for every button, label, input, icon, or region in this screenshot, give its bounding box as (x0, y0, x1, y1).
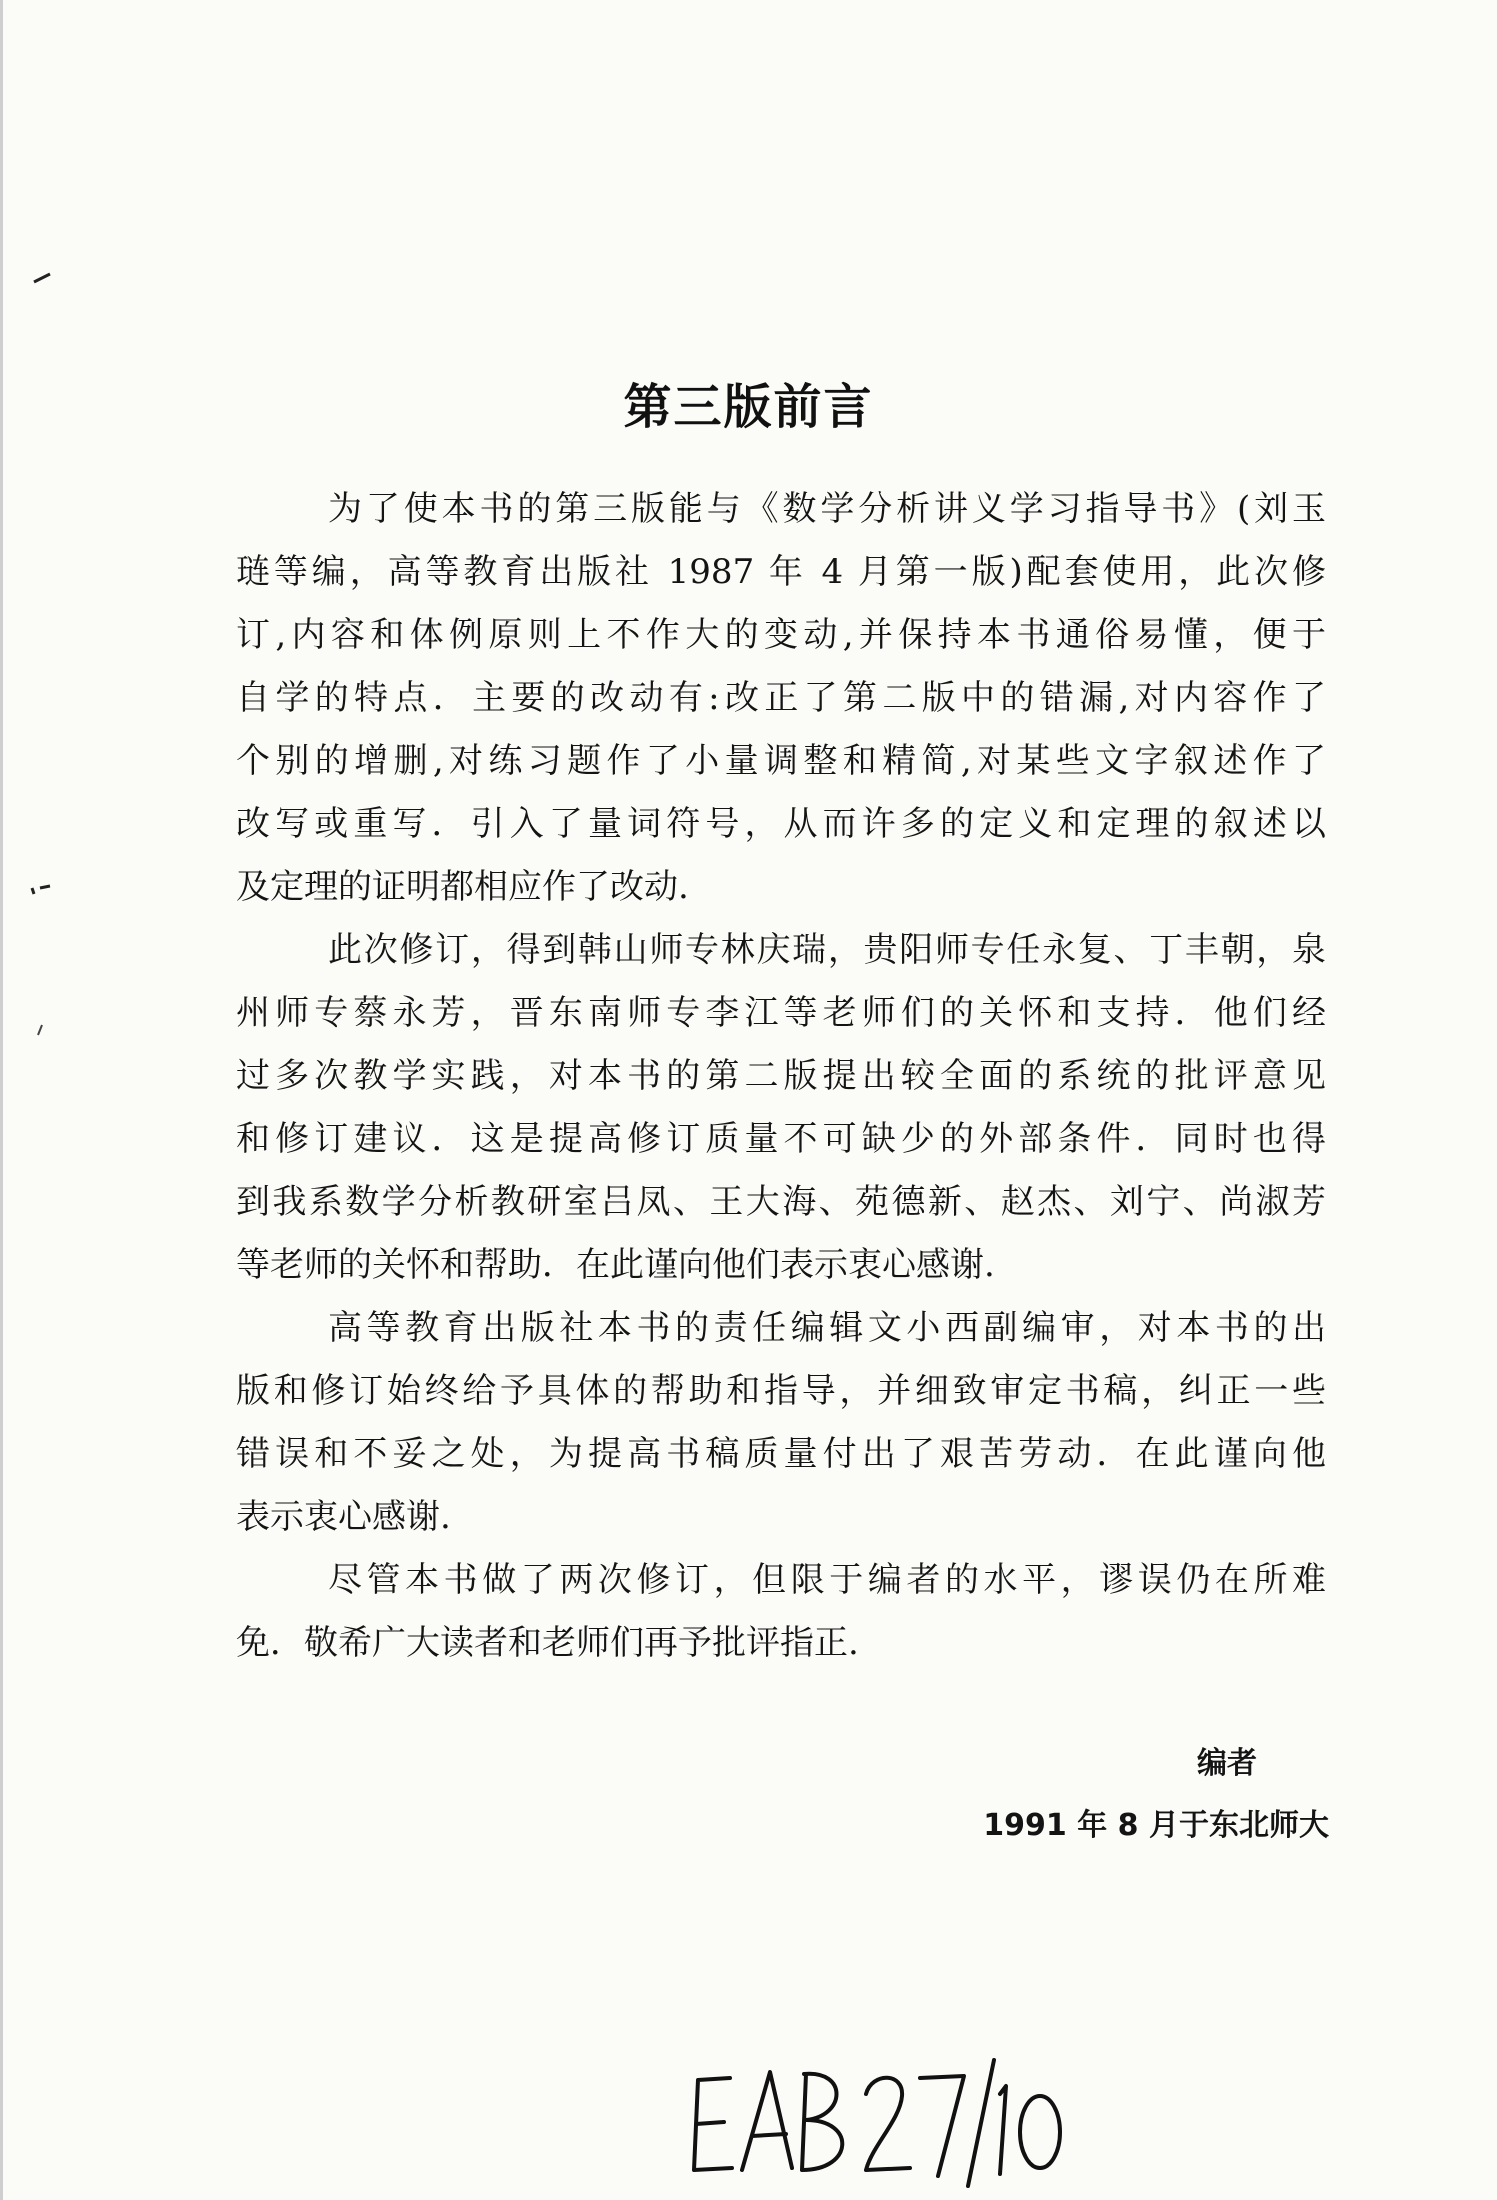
paragraph-2-line: 和修订建议．这是提高修订质量不可缺少的外部条件．同时也得 (236, 1119, 1326, 1159)
signature-date: 1991 年 8 月于东北师大 (983, 1808, 1329, 1843)
paragraph-4-line: 免．敬希广大读者和老师们再予批评指正. (236, 1623, 859, 1663)
paragraph-3-line: 版和修订始终给予具体的帮助和指导，并细致审定书稿，纠正一些 (236, 1371, 1326, 1411)
paragraph-1-line: 琏等编，高等教育出版社 1987 年 4 月第一版)配套使用，此次修 (236, 552, 1326, 592)
signature-name: 编者 (1197, 1746, 1257, 1781)
preface-body (236, 478, 1326, 1675)
paragraph-3-line: 错误和不妥之处，为提高书稿质量付出了艰苦劳动．在此谨向他 (236, 1434, 1326, 1474)
paragraph-1-line: 个别的增删,对练习题作了小量调整和精简,对某些文字叙述作了 (236, 741, 1326, 781)
paragraph-2-line: 此次修订，得到韩山师专林庆瑞，贵阳师专任永复、丁丰朝，泉 (328, 930, 1326, 970)
paragraph-3-line: 表示衷心感谢. (236, 1497, 451, 1537)
paragraph-2-line: 过多次教学实践，对本书的第二版提出较全面的系统的批评意见 (236, 1056, 1326, 1096)
paragraph-1-line: 自学的特点．主要的改动有:改正了第二版中的错漏,对内容作了 (236, 678, 1326, 718)
paragraph-1-line: 改写或重写．引入了量词符号，从而许多的定义和定理的叙述以 (236, 804, 1326, 844)
paragraph-1-line: 及定理的证明都相应作了改动. (236, 867, 689, 907)
paragraph-2-line: 等老师的关怀和帮助．在此谨向他们表示衷心感谢. (236, 1245, 995, 1285)
paragraph-2-line: 州师专蔡永芳，晋东南师专李江等老师们的关怀和支持．他们经 (236, 993, 1326, 1033)
paragraph-1-line: 订,内容和体例原则上不作大的变动,并保持本书通俗易懂，便于 (236, 615, 1326, 655)
paragraph-4-line: 尽管本书做了两次修订，但限于编者的水平，谬误仍在所难 (328, 1560, 1326, 1600)
page-edge (0, 0, 3, 2200)
paragraph-3-line: 高等教育出版社本书的责任编辑文小西副编审，对本书的出 (328, 1308, 1326, 1348)
page-title: 第三版前言 (623, 379, 874, 435)
handwritten-note (688, 2050, 1068, 2190)
paragraph-1-line: 为了使本书的第三版能与《数学分析讲义学习指导书》(刘玉 (328, 489, 1326, 529)
paragraph-2-line: 到我系数学分析教研室吕凤、王大海、苑德新、赵杰、刘宁、尚淑芳 (236, 1182, 1326, 1222)
